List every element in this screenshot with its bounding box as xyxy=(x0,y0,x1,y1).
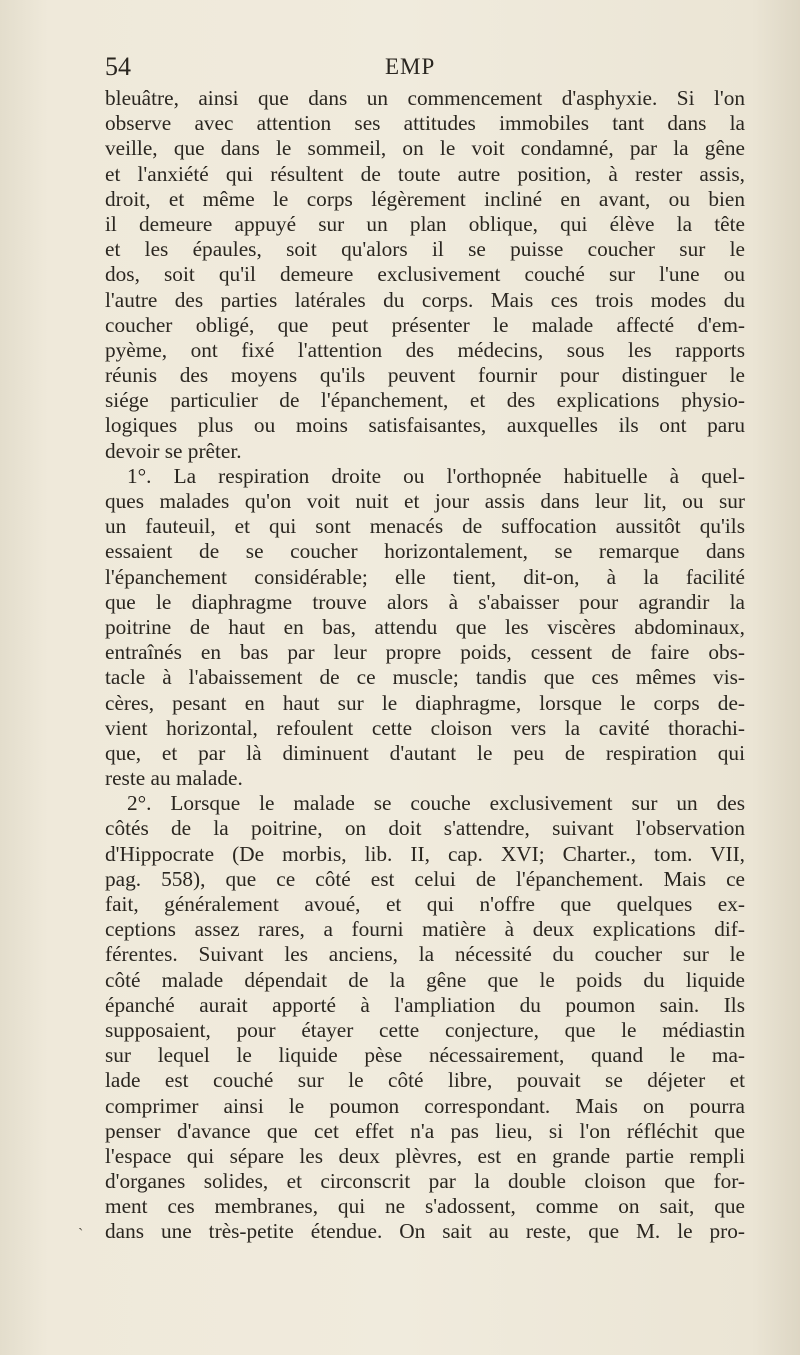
text-line: reste au malade. xyxy=(105,766,243,791)
text-line: côtés de la poitrine, on doit s'attendre, suivant l'observation xyxy=(105,816,745,841)
text-line: pag. 558), que ce côté est celui de l'épanchement. Mais ce xyxy=(105,866,745,891)
text-line: férentes. Suivant les anciens, la nécessité du coucher sur le xyxy=(105,942,745,967)
margin-mark: ˏ xyxy=(78,1212,84,1231)
text-line: épanché aurait apporté à l'ampliation du poumon sain. Ils xyxy=(105,992,745,1017)
text-line: lade est couché sur le côté libre, pouvait se déjeter et xyxy=(105,1068,745,1093)
text-line: cères, pesant en haut sur le diaphragme, lorsque le corps de- xyxy=(105,690,745,715)
text-line: entraînés en bas par leur propre poids, cessent de faire obs- xyxy=(105,640,745,665)
text-line: côté malade dépendait de la gêne que le poids du liquide xyxy=(105,967,745,992)
text-line: pyème, ont fixé l'attention des médecins, sous les rapports xyxy=(105,337,745,362)
text-line: observe avec attention ses attitudes immobiles tant dans la xyxy=(105,111,745,136)
text-line: dos, soit qu'il demeure exclusivement couché sur l'une ou xyxy=(105,262,745,287)
text-line: que le diaphragme trouve alors à s'abaisser pour agrandir la xyxy=(105,589,745,614)
text-line: et les épaules, soit qu'alors il se puisse coucher sur le xyxy=(105,237,745,262)
text-line: l'espace qui sépare les deux plèvres, est en grande partie rempli xyxy=(105,1143,745,1168)
text-line: vient horizontal, refoulent cette cloison vers la cavité thorachi- xyxy=(105,715,745,740)
text-line: sur lequel le liquide pèse nécessairement, quand le ma- xyxy=(105,1043,745,1068)
text-line: siége particulier de l'épanchement, et des explications physio- xyxy=(105,388,745,413)
text-line: que, et par là diminuent d'autant le peu de respiration qui xyxy=(105,740,745,765)
text-line: il demeure appuyé sur un plan oblique, qui élève la tête xyxy=(105,211,745,236)
text-line: d'Hippocrate (De morbis, lib. II, cap. XVI; Charter., tom. VII, xyxy=(105,841,745,866)
text-line: poitrine de haut en bas, attendu que les viscères abdominaux, xyxy=(105,614,745,639)
text-line: bleuâtre, ainsi que dans un commencement d'asphyxie. Si l'on xyxy=(105,86,745,110)
text-line: veille, que dans le sommeil, on le voit condamné, par la gêne xyxy=(105,136,745,161)
text-line: 1°. La respiration droite ou l'orthopnée habituelle à quel- xyxy=(127,463,745,488)
page-number: 54 xyxy=(105,52,131,81)
running-head: EMP xyxy=(385,54,436,79)
body-text xyxy=(105,86,745,1245)
text-line: essaient de se coucher horizontalement, se remarque dans xyxy=(105,539,745,564)
text-line: d'organes solides, et circonscrit par la double cloison que for- xyxy=(105,1169,745,1194)
text-line: supposaient, pour étayer cette conjecture, que le médiastin xyxy=(105,1017,745,1042)
text-line: coucher obligé, que peut présenter le malade affecté d'em- xyxy=(105,312,745,337)
text-line: dans une très-petite étendue. On sait au reste, que M. le pro- xyxy=(105,1219,745,1244)
text-line: ment ces membranes, qui ne s'adossent, comme on sait, que xyxy=(105,1194,745,1219)
text-line: devoir se prêter. xyxy=(105,438,242,463)
page-header xyxy=(105,52,745,86)
text-line: ceptions assez rares, a fourni matière à deux explications dif- xyxy=(105,917,745,942)
text-line: 2°. Lorsque le malade se couche exclusivement sur un des xyxy=(127,791,745,816)
text-line: un fauteuil, et qui sont menacés de suffocation aussitôt qu'ils xyxy=(105,514,745,539)
text-line: fait, généralement avoué, et qui n'offre que quelques ex- xyxy=(105,892,745,916)
text-line: l'autre des parties latérales du corps. Mais ces trois modes du xyxy=(105,287,745,312)
text-line: droit, et même le corps légèrement incliné en avant, ou bien xyxy=(105,186,745,211)
text-line: réunis des moyens qu'ils peuvent fournir pour distinguer le xyxy=(105,363,745,388)
text-line: l'épanchement considérable; elle tient, dit-on, à la facilité xyxy=(105,564,745,589)
text-line: penser d'avance que cet effet n'a pas lieu, si l'on réfléchit que xyxy=(105,1118,745,1143)
text-line: et l'anxiété qui résultent de toute autre position, à rester assis, xyxy=(105,161,745,186)
text-line: tacle à l'abaissement de ce muscle; tandis que ces mêmes vis- xyxy=(105,665,745,690)
text-line: ques malades qu'on voit nuit et jour assis dans leur lit, ou sur xyxy=(105,489,745,513)
text-line: comprimer ainsi le poumon correspondant. Mais on pourra xyxy=(105,1093,745,1118)
text-line: logiques plus ou moins satisfaisantes, auxquelles ils ont paru xyxy=(105,413,745,438)
